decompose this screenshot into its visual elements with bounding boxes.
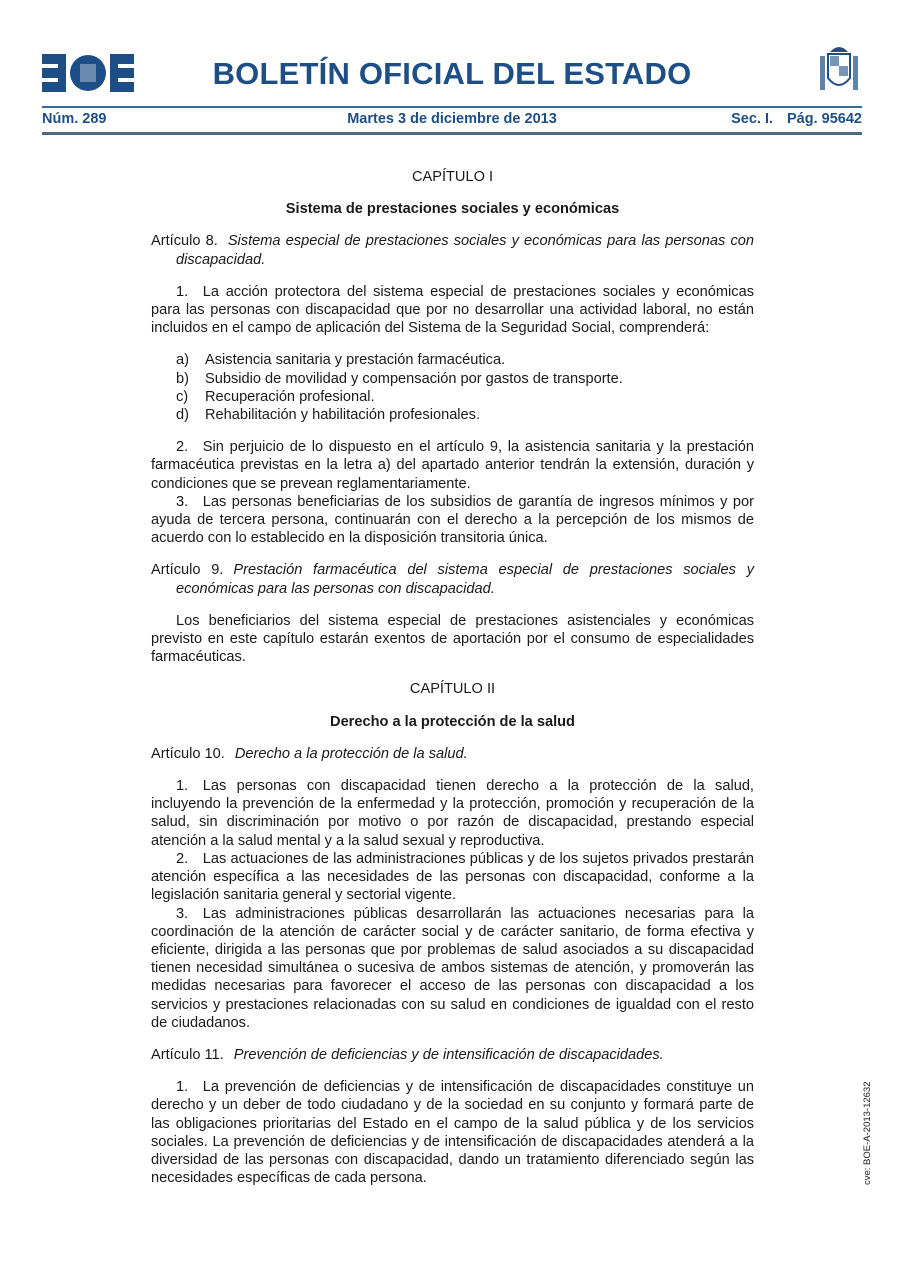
list-marker: b)	[176, 370, 189, 387]
page-number: Pág. 95642	[787, 111, 862, 127]
list-item-text: Rehabilitación y habilitación profesionales.	[205, 407, 481, 424]
list-item	[151, 351, 754, 369]
article-number: Artículo 9.	[151, 562, 224, 579]
header-divider-bottom	[42, 132, 862, 135]
item-list	[151, 351, 754, 424]
article-number: Artículo 10.	[151, 745, 225, 762]
paragraph: 1. La acción protectora del sistema especial de prestaciones sociales y económicas para las personas con discapacidad que por no desarrollar una actividad laboral, no están incluidos en el campo de aplicación del Sistema de la Seguridad Social, comprenderá:	[151, 283, 754, 337]
article-heading	[151, 1046, 754, 1064]
coat-of-arms-icon	[816, 42, 862, 96]
cve-identifier: cve: BOE-A-2013-12632	[862, 1081, 873, 1185]
section-page	[731, 111, 862, 127]
list-marker: c)	[176, 388, 189, 405]
header-divider	[42, 106, 862, 108]
article-heading	[151, 561, 754, 597]
paragraph: 3. Las administraciones públicas desarrollarán las actuaciones necesarias para la coordinación de la atención de carácter social y de carácter sanitario, de forma efectiva y eficiente, dirigida a las personas que por problemas de salud asociados a su discapacidad tienen necesidad simultánea o sucesiva de ambos sistemas de atención, y promoverán las medidas necesarias para favorecer el acceso de las personas con discapacidad a los servicios y prestaciones relacionadas con su salud en condiciones de igualdad con el resto de ciudadanos.	[151, 905, 754, 1031]
chapter-heading: CAPÍTULO II	[409, 681, 496, 698]
article-number: Artículo 11.	[151, 1046, 224, 1063]
article-heading	[151, 232, 754, 268]
header-meta	[42, 111, 862, 131]
paragraph: 1. Las personas con discapacidad tienen derecho a la protección de la salud, incluyendo la prevención de la enfermedad y la protección, promoción y recuperación de la salud, sin discriminación por motivo o por razón de discapacidad, prestando especial atención a la salud mental y a la salud sexual y reproductiva.	[151, 778, 754, 849]
article-title: Prestación farmacéutica del sistema especial de prestaciones sociales y económicas para las personas con discapacidad.	[176, 562, 754, 597]
paragraph: 3. Las personas beneficiarias de los subsidios de garantía de ingresos mínimos y por ayuda de tercera persona, continuarán con el derecho a la percepción de los mismos de acuerdo con lo establecido en la disposición transitoria única.	[151, 493, 754, 547]
chapter-heading: CAPÍTULO I	[411, 169, 494, 185]
list-item	[151, 370, 754, 388]
paragraph: 2. Sin perjuicio de lo dispuesto en el artículo 9, la asistencia sanitaria y la prestación farmacéutica previstas en la letra a) del apartado anterior tendrán la extensión, duración y condiciones que se prevean reglamentariamente.	[151, 439, 754, 492]
list-marker: d)	[176, 407, 189, 424]
article-title: Derecho a la protección de la salud.	[234, 745, 468, 762]
list-item	[151, 406, 754, 424]
paragraph: Los beneficiarios del sistema especial de prestaciones asistenciales y económicas previsto en este capítulo estarán exentos de aportación por el consumo de especialidades farmacéuticas.	[151, 612, 754, 666]
chapter-title: Derecho a la protección de la salud	[330, 713, 575, 730]
article-title: Sistema especial de prestaciones sociales y económicas para las personas con discapacidad.	[176, 233, 754, 268]
paragraph: 2. Las actuaciones de las administraciones públicas y de los sujetos privados prestarán atención específica a las necesidades de las personas con discapacidad, conforme a la legislación sanitaria general y sectorial vigente.	[151, 850, 754, 904]
list-marker: a)	[176, 352, 189, 369]
publication-title: BOLETÍN OFICIAL DEL ESTADO	[212, 56, 692, 91]
list-item	[151, 388, 754, 406]
list-item-text: Asistencia sanitaria y prestación farmacéutica.	[205, 352, 506, 369]
article-number: Artículo 8.	[151, 233, 218, 250]
article-title: Prevención de deficiencias y de intensificación de discapacidades.	[233, 1046, 664, 1063]
list-item-text: Subsidio de movilidad y compensación por gastos de transporte.	[205, 370, 623, 387]
issue-number: Núm. 289	[42, 111, 107, 127]
paragraph: 1. La prevención de deficiencias y de intensificación de discapacidades constituye un derecho y un deber de todo ciudadano y de la sociedad en su conjunto y formará parte de las obligaciones prioritarias del Estado en el campo de la salud pública y de los servicios sociales. La prevención de deficiencias y de intensificación de discapacidades atenderá a la diversidad de las personas con discapacidad, dando un tratamiento diferenciado según las necesidades específicas de cada persona.	[151, 1079, 754, 1187]
article-heading	[151, 745, 754, 763]
chapter-title: Sistema de prestaciones sociales y económicas	[285, 201, 620, 218]
list-item-text: Recuperación profesional.	[205, 388, 375, 405]
issue-date: Martes 3 de diciembre de 2013	[347, 111, 557, 127]
section-label: Sec. I.	[731, 111, 774, 127]
document-body	[151, 168, 754, 1187]
